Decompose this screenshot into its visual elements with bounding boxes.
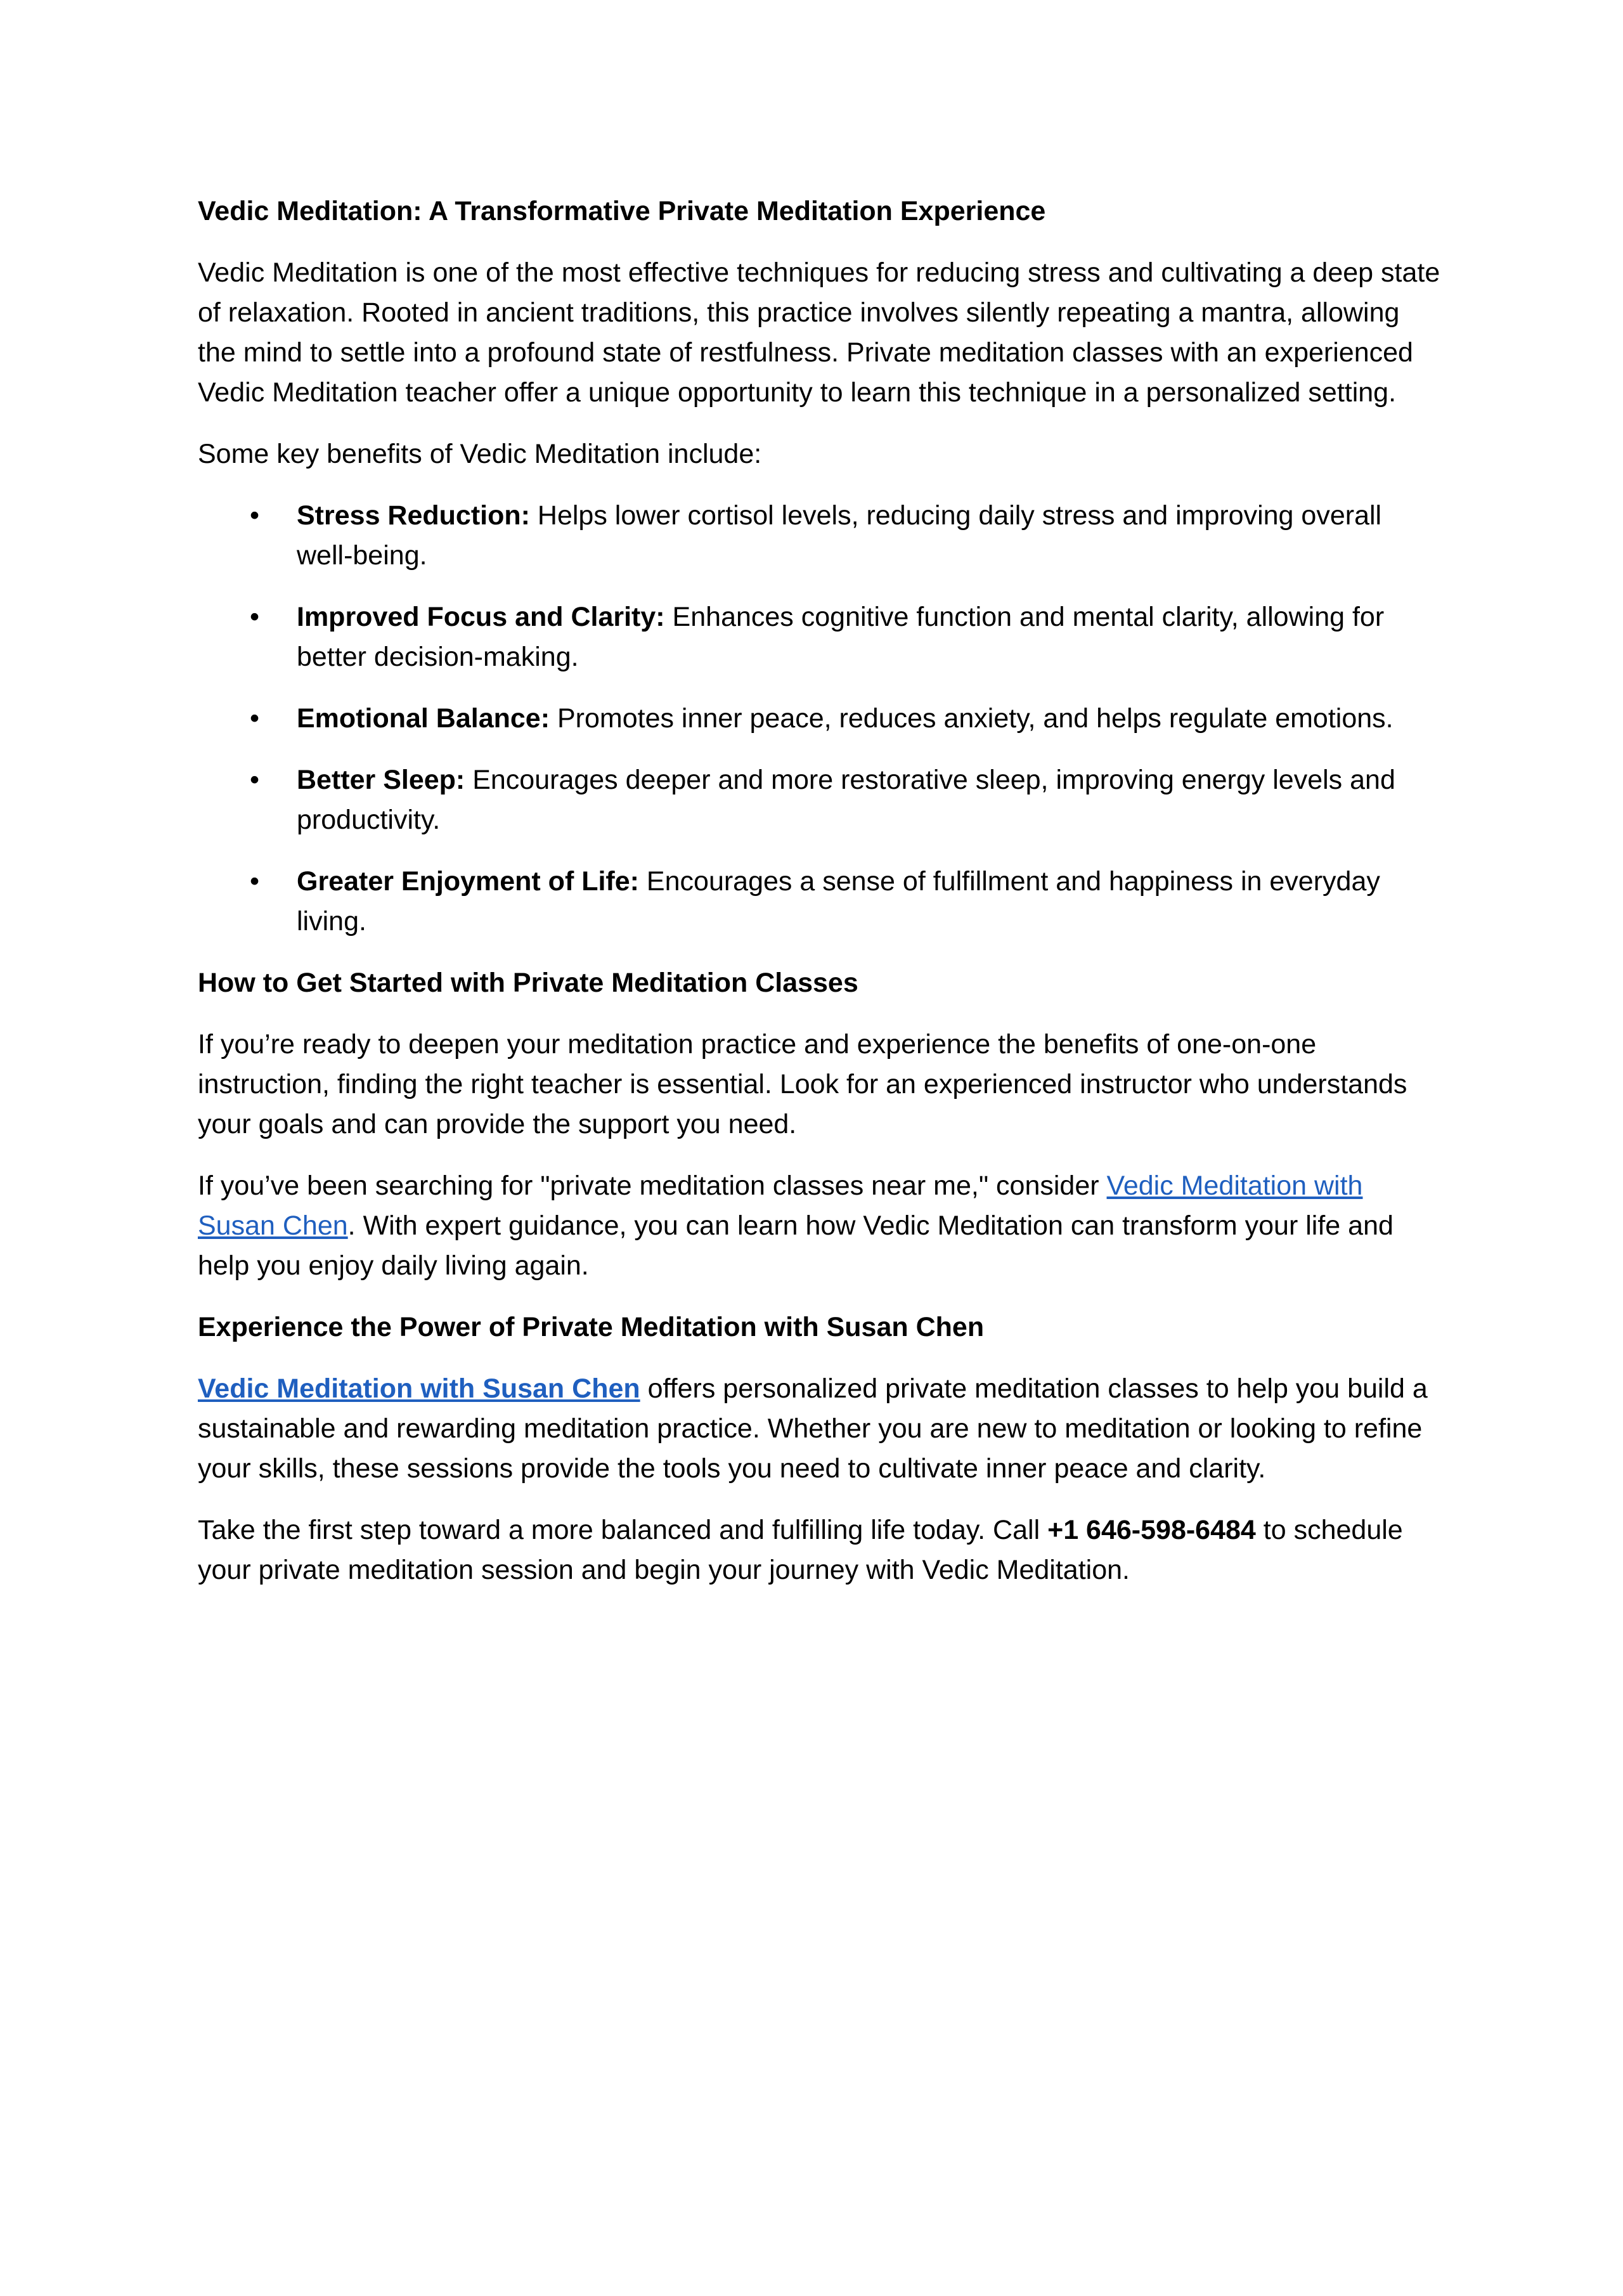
- benefit-text: Enhances cognitive function and mental clarity, allowing for better decision-making.: [297, 602, 1385, 672]
- benefit-term: Stress Reduction:: [297, 500, 530, 531]
- experience-paragraph-text: offers personalized private meditation classes to help you build a sustainable and rewarding meditation practice. Whether you are new to meditation or looking to refine your skills, these sessions provide the tools you need to cultivate inner peace and clarity.: [198, 1373, 1428, 1484]
- section-heading-experience: Experience the Power of Private Meditation with Susan Chen: [198, 1312, 985, 1342]
- search-paragraph-text-before: If you’ve been searching for "private meditation classes near me," consider: [198, 1171, 1107, 1201]
- intro-paragraph: Vedic Meditation is one of the most effective techniques for reducing stress and cultivating a deep state of relaxation. Rooted in ancient traditions, this practice involves silently repeating a mantra, allowing the mind to settle into a profound state of restfulness. Private meditation classes with an experienced Vedic Meditation teacher offer a unique opportunity to learn this technique in a personalized setting.: [198, 257, 1440, 408]
- benefit-text: Encourages a sense of fulfillment and happiness in everyday living.: [297, 866, 1380, 937]
- susan-chen-bold-link[interactable]: Vedic Meditation with Susan Chen: [198, 1373, 640, 1404]
- get-started-paragraph: If you’re ready to deepen your meditation practice and experience the benefits of one-on-one instruction, finding the right teacher is essential. Look for an experienced instructor who understands your goals and can provide the support you need.: [198, 1029, 1407, 1139]
- document-title: Vedic Meditation: A Transformative Private Meditation Experience: [198, 196, 1046, 226]
- call-to-action-paragraph: [198, 1510, 1440, 1590]
- benefit-term: Greater Enjoyment of Life:: [297, 866, 639, 897]
- benefit-term: Emotional Balance:: [297, 703, 550, 734]
- benefit-term: Improved Focus and Clarity:: [297, 602, 665, 632]
- list-item: [198, 597, 1440, 677]
- search-paragraph: [198, 1166, 1440, 1286]
- benefits-list: [198, 496, 1440, 942]
- list-item: [198, 862, 1440, 942]
- cta-text-before: Take the first step toward a more balanced and fulfilling life today. Call: [198, 1515, 1048, 1545]
- benefit-text: Encourages deeper and more restorative sleep, improving energy levels and productivity.: [297, 765, 1395, 835]
- bullet-icon: •: [250, 602, 260, 632]
- list-item: [198, 760, 1440, 840]
- benefit-term: Better Sleep:: [297, 765, 465, 795]
- search-paragraph-text-after: . With expert guidance, you can learn how Vedic Meditation can transform your life and help you enjoy daily living again.: [198, 1210, 1393, 1281]
- benefit-text: Promotes inner peace, reduces anxiety, and helps regulate emotions.: [550, 703, 1393, 734]
- benefit-text: Helps lower cortisol levels, reducing daily stress and improving overall well-being.: [297, 500, 1382, 571]
- susan-chen-link[interactable]: Vedic Meditation with Susan Chen: [198, 1171, 1363, 1241]
- list-item: [198, 496, 1440, 576]
- list-item: [198, 699, 1440, 739]
- document-page: [198, 191, 1440, 1612]
- bullet-icon: •: [250, 866, 260, 897]
- phone-number: +1 646-598-6484: [1047, 1515, 1256, 1545]
- bullet-icon: •: [250, 765, 260, 795]
- bullet-icon: •: [250, 500, 260, 531]
- section-heading-get-started: How to Get Started with Private Meditation Classes: [198, 968, 858, 998]
- experience-paragraph: [198, 1369, 1440, 1489]
- cta-text-after: to schedule your private meditation session and begin your journey with Vedic Meditation.: [198, 1515, 1403, 1585]
- benefits-intro: Some key benefits of Vedic Meditation include:: [198, 439, 762, 469]
- bullet-icon: •: [250, 703, 260, 734]
